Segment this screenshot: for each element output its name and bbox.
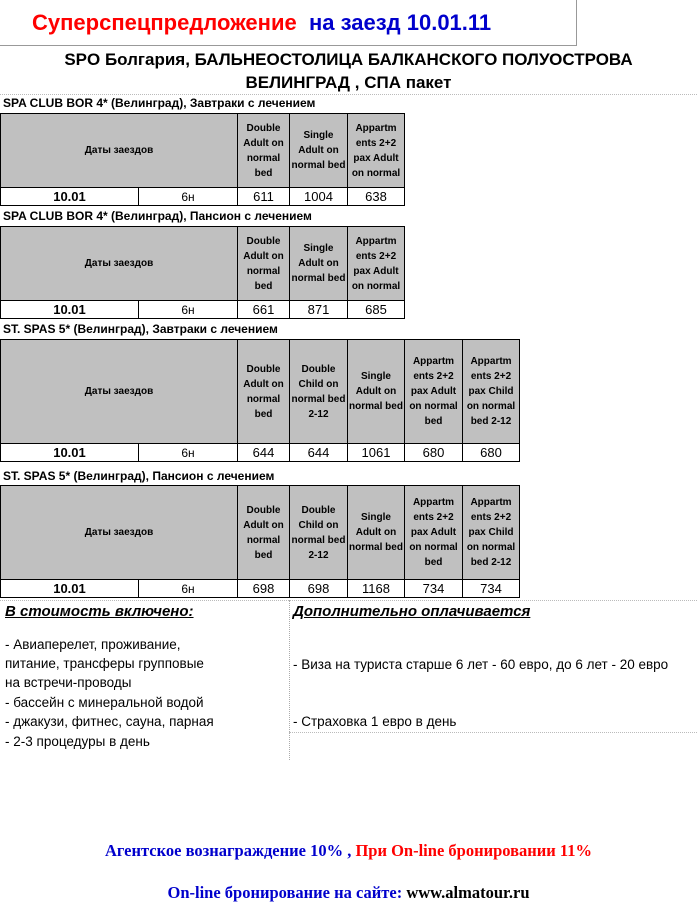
table-row: [1, 301, 405, 319]
dates-header: Даты заездов: [1, 114, 238, 188]
column-header: Double Adult on normal bed: [238, 340, 290, 444]
online-commission-text: При On-line бронировании 11%: [355, 841, 592, 860]
nights: 6н: [139, 580, 238, 598]
page-title-line1: SPO Болгария, БАЛЬНЕОСТОЛИЦА БАЛКАНСКОГО ПОЛУОСТРОВА: [64, 50, 633, 69]
included-item: - бассейн с минеральной водой: [5, 695, 204, 710]
column-header: Appartm ents 2+2 pax Adult on normal: [348, 114, 405, 188]
price-cell: 734: [405, 580, 463, 598]
price-cell: 1004: [290, 188, 348, 206]
title-divider: [0, 94, 697, 95]
arrival-date: 10.01: [1, 444, 139, 462]
column-header: Appartm ents 2+2 pax Adult on normal bed: [405, 486, 463, 580]
column-header: Single Adult on normal bed: [348, 486, 405, 580]
section-title: SPA CLUB BOR 4* (Велинград), Пансион с лечением: [3, 209, 312, 223]
column-header: Double Adult on normal bed: [238, 486, 290, 580]
price-cell: 661: [238, 301, 290, 319]
price-cell: 644: [238, 444, 290, 462]
included-item: - 2-3 процедуры в день: [5, 734, 150, 749]
price-cell: 734: [463, 580, 520, 598]
website-link[interactable]: www.almatour.ru: [406, 883, 530, 902]
column-header: Double Adult on normal bed: [238, 114, 290, 188]
extra-divider: [289, 732, 697, 733]
included-item: питание, трансферы групповые: [5, 656, 204, 671]
column-header: Appartm ents 2+2 pax Adult on normal bed: [405, 340, 463, 444]
dates-header: Даты заездов: [1, 227, 238, 301]
price-table: [0, 339, 520, 462]
nights: 6н: [139, 301, 238, 319]
table-row: [1, 580, 520, 598]
table-row: [1, 188, 405, 206]
column-header: Single Adult on normal bed: [348, 340, 405, 444]
commission-text: Агентское вознаграждение 10% ,: [104, 841, 352, 860]
price-cell: 1061: [348, 444, 405, 462]
price-table: [0, 113, 405, 206]
column-header: Appartm ents 2+2 pax Adult on normal: [348, 227, 405, 301]
column-header: Double Adult on normal bed: [238, 227, 290, 301]
price-cell: 644: [290, 444, 348, 462]
table-row: [1, 444, 520, 462]
price-cell: 698: [290, 580, 348, 598]
column-header: Single Adult on normal bed: [290, 114, 348, 188]
column-header: Appartm ents 2+2 pax Child on normal bed 2-12: [463, 340, 520, 444]
extra-heading: Дополнительно оплачивается: [293, 603, 531, 620]
nights: 6н: [139, 444, 238, 462]
conditions-divider: [0, 600, 697, 601]
online-booking-text: On-line бронирование на сайте:: [167, 883, 403, 902]
page-title-line2: ВЕЛИНГРАД , СПА пакет: [245, 73, 452, 92]
commission-note: [0, 841, 697, 861]
section-title: ST. SPAS 5* (Велинград), Пансион с лечением: [3, 469, 275, 483]
section-title: SPA CLUB BOR 4* (Велинград), Завтраки с лечением: [3, 96, 316, 110]
included-item: на встречи-проводы: [5, 675, 132, 690]
offer-title: Суперспецпредложение: [32, 10, 297, 35]
dates-header: Даты заездов: [1, 486, 238, 580]
price-table: [0, 226, 405, 319]
arrival-date: 10.01: [1, 580, 139, 598]
included-item: - джакузи, фитнес, сауна, парная: [5, 714, 214, 729]
price-cell: 638: [348, 188, 405, 206]
extra-insurance: - Страховка 1 евро в день: [293, 714, 457, 729]
price-cell: 680: [463, 444, 520, 462]
section-title: ST. SPAS 5* (Велинград), Завтраки с лечением: [3, 322, 278, 336]
arrival-date: 10.01: [1, 301, 139, 319]
online-booking-note: [0, 883, 697, 903]
dates-header: Даты заездов: [1, 340, 238, 444]
extra-visa: - Виза на туриста старше 6 лет - 60 евро, до 6 лет - 20 евро: [293, 657, 669, 672]
price-cell: 871: [290, 301, 348, 319]
price-cell: 1168: [348, 580, 405, 598]
column-header: Double Child on normal bed 2-12: [290, 340, 348, 444]
column-header: Appartm ents 2+2 pax Child on normal bed 2-12: [463, 486, 520, 580]
price-cell: 611: [238, 188, 290, 206]
price-table: [0, 485, 520, 598]
price-cell: 698: [238, 580, 290, 598]
column-header: Double Child on normal bed 2-12: [290, 486, 348, 580]
nights: 6н: [139, 188, 238, 206]
offer-banner-text: [32, 10, 491, 36]
column-header: Single Adult on normal bed: [290, 227, 348, 301]
price-cell: 685: [348, 301, 405, 319]
offer-date: на заезд 10.01.11: [308, 10, 492, 35]
price-cell: 680: [405, 444, 463, 462]
conditions-column-divider: [289, 600, 290, 760]
included-heading: В стоимость включено:: [5, 603, 194, 620]
included-item: - Авиаперелет, проживание,: [5, 637, 181, 652]
arrival-date: 10.01: [1, 188, 139, 206]
